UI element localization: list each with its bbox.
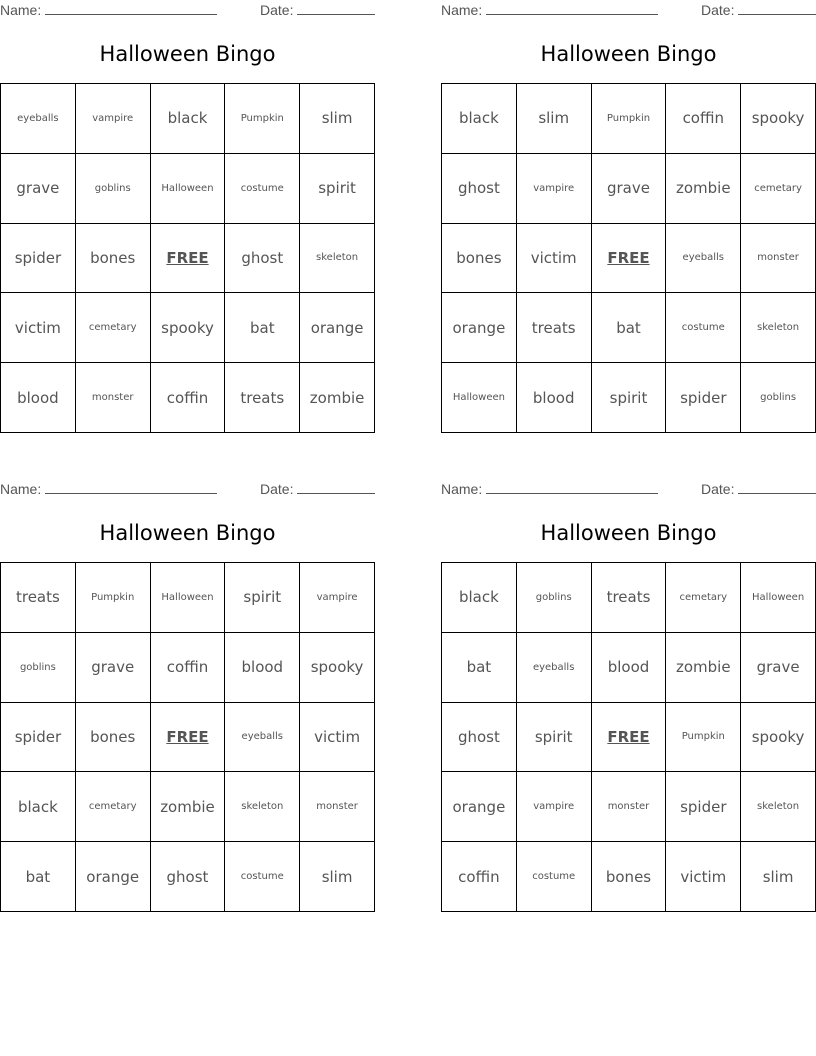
- bingo-cell: spooky: [151, 293, 226, 363]
- bingo-cell: spirit: [300, 154, 375, 224]
- bingo-cell: blood: [517, 363, 592, 433]
- bingo-cell: skeleton: [741, 293, 816, 363]
- bingo-cell: coffin: [151, 363, 226, 433]
- card-title: Halloween Bingo: [99, 521, 276, 545]
- card-header: [0, 0, 375, 20]
- bingo-cell: goblins: [76, 154, 151, 224]
- bingo-cell: zombie: [151, 772, 226, 842]
- bingo-cell: bones: [76, 703, 151, 773]
- bingo-cell: bat: [592, 293, 667, 363]
- bingo-cell: eyeballs: [1, 84, 76, 154]
- name-field: [441, 481, 658, 497]
- bingo-cell: grave: [1, 154, 76, 224]
- bingo-cell: cemetary: [741, 154, 816, 224]
- bingo-cell: Pumpkin: [666, 703, 741, 773]
- bingo-cell: bat: [442, 633, 517, 703]
- bingo-cell: blood: [225, 633, 300, 703]
- bingo-cell: Halloween: [741, 563, 816, 633]
- bingo-card: [0, 479, 375, 912]
- bingo-cell: goblins: [517, 563, 592, 633]
- bingo-cell: bones: [592, 842, 667, 912]
- bingo-cell: blood: [1, 363, 76, 433]
- bingo-cell: grave: [741, 633, 816, 703]
- name-blank-line: [486, 481, 658, 494]
- bingo-cell: coffin: [666, 84, 741, 154]
- bingo-cell: monster: [76, 363, 151, 433]
- bingo-cell: eyeballs: [225, 703, 300, 773]
- bingo-cell: eyeballs: [666, 224, 741, 294]
- bingo-cell: ghost: [225, 224, 300, 294]
- bingo-cell: zombie: [666, 154, 741, 224]
- bingo-cell: grave: [592, 154, 667, 224]
- bingo-cell: vampire: [300, 563, 375, 633]
- bingo-cell: victim: [517, 224, 592, 294]
- bingo-cell: vampire: [517, 772, 592, 842]
- bingo-cell: Pumpkin: [76, 563, 151, 633]
- bingo-grid: [441, 83, 816, 433]
- date-field: [701, 2, 816, 18]
- bingo-cell: costume: [517, 842, 592, 912]
- bingo-cell: spooky: [300, 633, 375, 703]
- bingo-cell: coffin: [151, 633, 226, 703]
- bingo-cell: victim: [666, 842, 741, 912]
- bingo-cell: bat: [225, 293, 300, 363]
- date-blank-line: [738, 481, 816, 494]
- date-blank-line: [738, 2, 816, 15]
- date-field: [701, 481, 816, 497]
- bingo-grid: [0, 562, 375, 912]
- name-blank-line: [45, 2, 217, 15]
- name-blank-line: [45, 481, 217, 494]
- name-label: Name:: [0, 481, 42, 497]
- bingo-cell: spirit: [225, 563, 300, 633]
- name-field: [441, 2, 658, 18]
- date-field: [260, 481, 375, 497]
- name-field: [0, 2, 217, 18]
- bingo-card: [441, 0, 816, 433]
- bingo-cell: bat: [1, 842, 76, 912]
- bingo-cell: Halloween: [151, 154, 226, 224]
- bingo-cell: black: [442, 563, 517, 633]
- bingo-cell: zombie: [666, 633, 741, 703]
- card-title: Halloween Bingo: [99, 42, 276, 66]
- free-space: FREE: [151, 224, 226, 294]
- bingo-cell: costume: [225, 154, 300, 224]
- bingo-cell: spirit: [592, 363, 667, 433]
- bingo-cell: spider: [1, 703, 76, 773]
- bingo-cell: victim: [300, 703, 375, 773]
- bingo-cell: eyeballs: [517, 633, 592, 703]
- bingo-cell: blood: [592, 633, 667, 703]
- bingo-cell: skeleton: [741, 772, 816, 842]
- bingo-cell: zombie: [300, 363, 375, 433]
- bingo-cell: slim: [517, 84, 592, 154]
- bingo-cell: slim: [741, 842, 816, 912]
- bingo-cell: ghost: [151, 842, 226, 912]
- date-field: [260, 2, 375, 18]
- card-title: Halloween Bingo: [540, 521, 717, 545]
- bingo-cell: ghost: [442, 154, 517, 224]
- bingo-cell: treats: [517, 293, 592, 363]
- card-header: [0, 479, 375, 499]
- bingo-cell: treats: [1, 563, 76, 633]
- bingo-cell: bones: [442, 224, 517, 294]
- bingo-cell: cemetary: [666, 563, 741, 633]
- free-space: FREE: [592, 224, 667, 294]
- bingo-cell: orange: [76, 842, 151, 912]
- date-label: Date:: [701, 2, 735, 18]
- bingo-cell: black: [1, 772, 76, 842]
- bingo-cell: slim: [300, 842, 375, 912]
- bingo-cell: spooky: [741, 84, 816, 154]
- name-label: Name:: [0, 2, 42, 18]
- date-label: Date:: [260, 2, 294, 18]
- card-header: [441, 0, 816, 20]
- bingo-cell: Halloween: [442, 363, 517, 433]
- date-label: Date:: [260, 481, 294, 497]
- bingo-cell: grave: [76, 633, 151, 703]
- bingo-cell: cemetary: [76, 772, 151, 842]
- free-space: FREE: [592, 703, 667, 773]
- bingo-cell: bones: [76, 224, 151, 294]
- bingo-cell: black: [151, 84, 226, 154]
- name-blank-line: [486, 2, 658, 15]
- bingo-cell: orange: [300, 293, 375, 363]
- bingo-card: [441, 479, 816, 912]
- bingo-cell: goblins: [741, 363, 816, 433]
- bingo-card: [0, 0, 375, 433]
- date-label: Date:: [701, 481, 735, 497]
- bingo-cell: costume: [225, 842, 300, 912]
- bingo-cell: treats: [225, 363, 300, 433]
- bingo-cell: slim: [300, 84, 375, 154]
- bingo-cell: spirit: [517, 703, 592, 773]
- bingo-cell: orange: [442, 772, 517, 842]
- bingo-cell: skeleton: [300, 224, 375, 294]
- bingo-cell: spider: [666, 772, 741, 842]
- bingo-cell: goblins: [1, 633, 76, 703]
- bingo-cell: spider: [1, 224, 76, 294]
- bingo-cell: victim: [1, 293, 76, 363]
- bingo-cell: coffin: [442, 842, 517, 912]
- bingo-cell: vampire: [517, 154, 592, 224]
- bingo-cell: spooky: [741, 703, 816, 773]
- bingo-cell: treats: [592, 563, 667, 633]
- bingo-cell: skeleton: [225, 772, 300, 842]
- card-title: Halloween Bingo: [540, 42, 717, 66]
- bingo-cell: costume: [666, 293, 741, 363]
- bingo-grid: [441, 562, 816, 912]
- bingo-cell: vampire: [76, 84, 151, 154]
- bingo-cell: Pumpkin: [592, 84, 667, 154]
- name-label: Name:: [441, 2, 483, 18]
- bingo-cell: black: [442, 84, 517, 154]
- card-header: [441, 479, 816, 499]
- bingo-cell: orange: [442, 293, 517, 363]
- free-space: FREE: [151, 703, 226, 773]
- name-label: Name:: [441, 481, 483, 497]
- date-blank-line: [297, 481, 375, 494]
- bingo-cell: spider: [666, 363, 741, 433]
- date-blank-line: [297, 2, 375, 15]
- bingo-cell: cemetary: [76, 293, 151, 363]
- bingo-cell: monster: [592, 772, 667, 842]
- bingo-cell: monster: [741, 224, 816, 294]
- bingo-grid: [0, 83, 375, 433]
- bingo-cell: Halloween: [151, 563, 226, 633]
- bingo-cell: monster: [300, 772, 375, 842]
- bingo-cell: ghost: [442, 703, 517, 773]
- name-field: [0, 481, 217, 497]
- bingo-cell: Pumpkin: [225, 84, 300, 154]
